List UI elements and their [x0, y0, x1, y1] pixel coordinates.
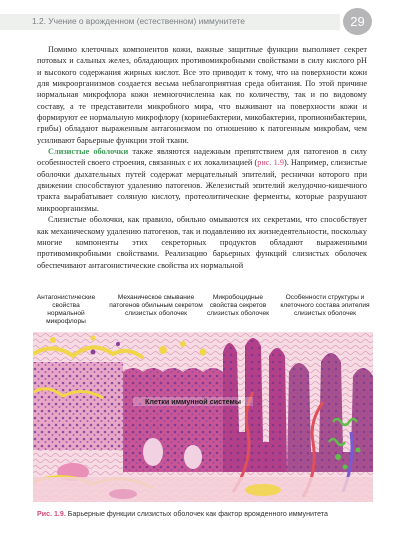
page-number: 29: [343, 8, 372, 35]
figure-caption: [37, 510, 377, 518]
figure-label-epithelium: Особенности структуры и клеточного состава эпителия слизистых оболочек: [280, 294, 370, 318]
figure-label-mechanical: Механическое смывание патогенов обильным секретом слизистых оболочек: [109, 294, 203, 318]
figure-label-microbicidal: Микробоцидные свойства секретов слизистых оболочек: [206, 294, 270, 318]
figure-reference-link[interactable]: рис. 1.9: [257, 158, 284, 168]
paragraph-mucosa: [37, 146, 367, 214]
immune-cells-label: Клетки иммунной системы: [133, 397, 253, 406]
figure-mucosa-barrier: [33, 294, 373, 504]
paragraph-mucosa-secretions: Слизистые оболочки, как правило, обильно омываются их секретами, что способствует как механическому удалению патогенов, так и подавлению их жизнедеятельности, поскольку многие компоненты этих секреторных продуктов обладают выраженными противомикробными свойствами. Реализацию барьерных функций слизистых оболочек обеспечивают антагонистические свойства их нормальной: [37, 215, 367, 270]
paragraph-skin-secretions: Помимо клеточных компонентов кожи, важные защитные функции выполняет секрет потовых и сальных желез, обладающих противомикробными свойствами в силу кислого pH и высокого содержания жирных кислот. Все это приводит к тому, что на поверхности кожи для микроорганизмов создается весьма неблагоприятная среда обитания. По этой причине нормальная микрофлора кожи немногочисленна как по количеству, так и по видовому составу, а те представители микробного мира, что выживают на поверхности кожи и формируют ее нормальную микрофлору (коринебактерии, микобактерии, пропионибактерии, грибы) обладают выраженным антагонизмом по отношению к патогенным микробам, чем усиливают барьерные функции этой ткани.: [37, 45, 367, 145]
figure-number: Рис. 1.9.: [37, 510, 66, 518]
page-header: [0, 0, 400, 36]
term-mucous-membranes: Слизистые оболочки: [48, 147, 129, 157]
body-text: [37, 44, 367, 271]
mucosa-histology-illustration: [33, 332, 373, 502]
paragraph-mucosa-text-b: ). Например, слизистые оболочки дыхательных путей содержат мерцательный эпителий, реснички которого при движении способствуют удалению патогенов. Железистый эпителий желудочно-кишечного тракта вырабатывает соляную кислоту, протеолитические ферменты, которые разрушают микроорганизмы.: [37, 158, 368, 213]
figure-label-microflora: Антагонистические свойства нормальной микрофлоры: [36, 294, 96, 326]
figure-caption-text: Барьерные функции слизистых оболочек как фактор врожденного иммунитета: [67, 510, 328, 518]
running-title: 1.2. Учение о врожденном (естественном) иммунитете: [32, 16, 245, 26]
paragraph-mucosa-text-a: также являются надежным препятствием для патогенов в силу особенностей своего строения, связанных с их локализацией (: [37, 147, 367, 168]
